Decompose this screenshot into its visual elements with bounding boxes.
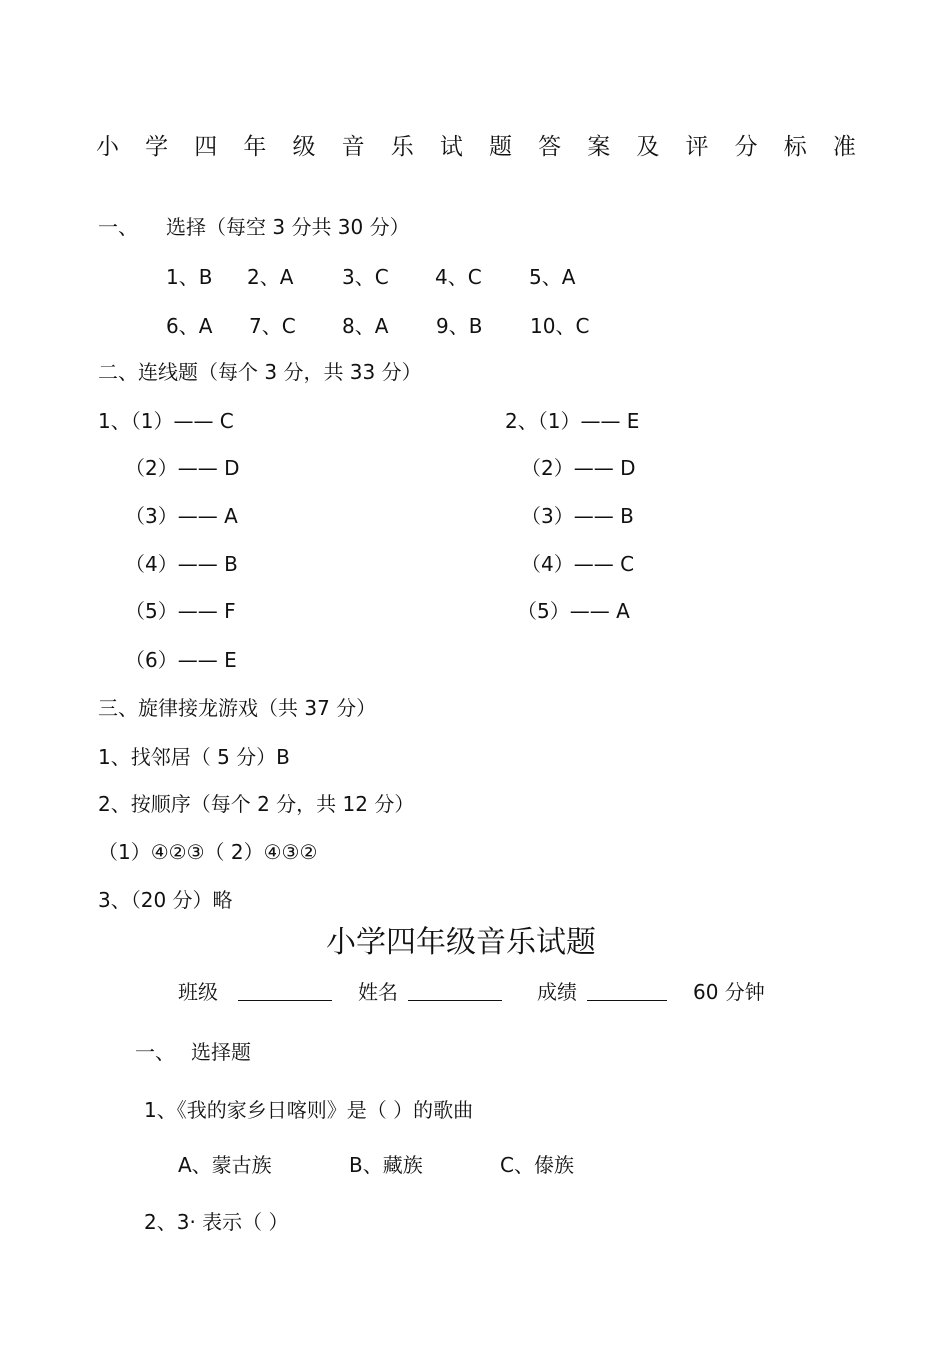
- section3-item: 2、按顺序（每个 2 分，共 12 分）: [98, 792, 415, 816]
- section1-heading: 选择（每空 3 分共 30 分）: [166, 215, 410, 239]
- title-char: 级: [292, 134, 316, 160]
- title-char: 题: [489, 134, 512, 160]
- match-answer-right: （2）—— D: [521, 456, 636, 480]
- answer-item: 1、B: [166, 265, 213, 289]
- title-char: 案: [587, 134, 611, 160]
- match-answer-left: （5）—— F: [125, 599, 236, 623]
- match-answer-right: （4）—— C: [521, 552, 635, 576]
- exam-section1-number: 一、: [135, 1040, 175, 1064]
- match-answer-left: （2）—— D: [125, 456, 240, 480]
- title-char: 音: [341, 134, 365, 160]
- title-char: 学: [145, 134, 169, 160]
- question-1-option: B、藏族: [349, 1153, 423, 1177]
- match-answer-left: （6）—— E: [125, 648, 237, 672]
- answer-item: 3、C: [342, 265, 389, 289]
- answer-item: 9、B: [436, 314, 483, 338]
- section3-heading: 三、旋律接龙游戏（共 37 分）: [98, 696, 377, 720]
- match-answer-right: 2、（1）—— E: [505, 409, 640, 433]
- title-char: 试: [439, 134, 463, 160]
- match-answer-right: （3）—— B: [521, 504, 634, 528]
- title-char: 准: [832, 134, 856, 160]
- question-1-option: A、蒙古族: [178, 1153, 272, 1177]
- section2-heading: 二、连线题（每个 3 分，共 33 分）: [98, 360, 422, 384]
- title-char: 小: [96, 134, 119, 160]
- question-1: 1、《我的家乡日喀则》是（ ）的歌曲: [144, 1098, 474, 1122]
- answer-item: 7、C: [249, 314, 296, 338]
- title-char: 标: [783, 134, 807, 160]
- section3-item: 1、找邻居（ 5 分）B: [98, 745, 290, 769]
- match-answer-left: 1、（1）—— C: [98, 409, 234, 433]
- answer-item: 4、C: [435, 265, 482, 289]
- title-char: 分: [734, 134, 758, 160]
- name-label: 姓名: [358, 980, 398, 1004]
- match-answer-left: （3）—— A: [125, 504, 238, 528]
- answer-key-title: [96, 133, 856, 161]
- title-char: 年: [243, 134, 267, 160]
- exam-title: 小学四年级音乐试题: [326, 925, 596, 960]
- answer-item: 5、A: [529, 265, 576, 289]
- title-char: 乐: [390, 134, 414, 160]
- question-2: 2、3· 表示（ ）: [144, 1210, 289, 1234]
- name-blank: [408, 980, 502, 1006]
- section3-item: 3、（20 分）略: [98, 888, 233, 912]
- class-label: 班级: [178, 980, 218, 1004]
- score-blank: [587, 980, 667, 1006]
- match-answer-right: （5）—— A: [517, 599, 630, 623]
- title-char: 及: [636, 134, 660, 160]
- section3-item-answer: （1）④②③（ 2）④③②: [98, 840, 318, 864]
- match-answer-left: （4）—— B: [125, 552, 238, 576]
- title-char: 评: [685, 134, 709, 160]
- answer-item: 10、C: [530, 314, 590, 338]
- answer-item: 2、A: [247, 265, 294, 289]
- title-char: 答: [538, 134, 562, 160]
- score-label: 成绩: [537, 980, 577, 1004]
- section1-number: 一、: [98, 215, 138, 239]
- exam-section1-heading: 选择题: [191, 1040, 251, 1064]
- class-blank: [238, 980, 332, 1006]
- question-1-option: C、傣族: [500, 1153, 574, 1177]
- answer-item: 8、A: [342, 314, 389, 338]
- answer-item: 6、A: [166, 314, 213, 338]
- title-char: 四: [194, 134, 218, 160]
- exam-duration: 60 分钟: [693, 980, 765, 1004]
